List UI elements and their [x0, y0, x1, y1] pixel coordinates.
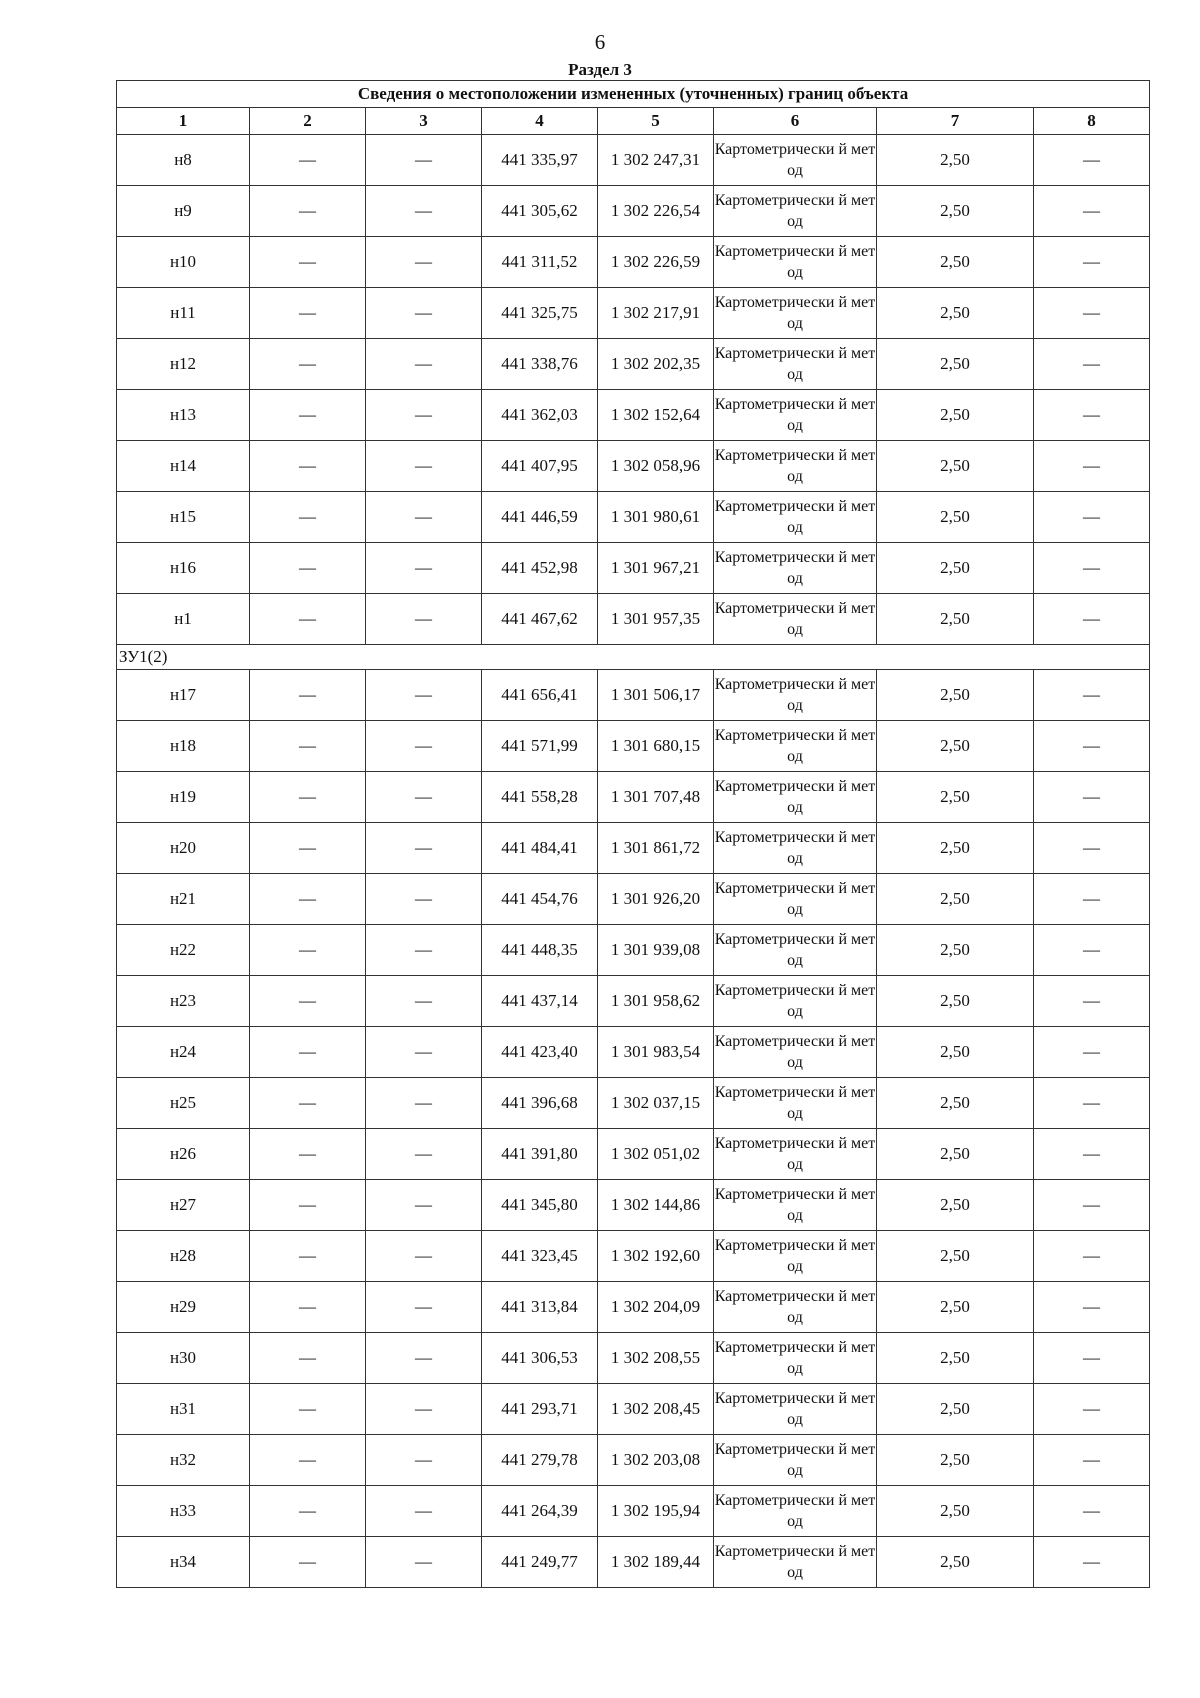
- y-coordinate-cell: 1 301 967,21: [598, 543, 714, 594]
- accuracy-cell: 2,50: [877, 1435, 1034, 1486]
- empty-dash-cell: —: [1034, 1486, 1150, 1537]
- point-cell: н25: [117, 1078, 250, 1129]
- x-coordinate-cell: 441 264,39: [482, 1486, 598, 1537]
- empty-dash-cell: —: [1034, 1333, 1150, 1384]
- y-coordinate-cell: 1 302 247,31: [598, 135, 714, 186]
- empty-dash-cell: —: [366, 135, 482, 186]
- y-coordinate-cell: 1 302 152,64: [598, 390, 714, 441]
- empty-dash-cell: —: [1034, 976, 1150, 1027]
- empty-dash-cell: —: [1034, 670, 1150, 721]
- x-coordinate-cell: 441 452,98: [482, 543, 598, 594]
- accuracy-cell: 2,50: [877, 237, 1034, 288]
- method-cell: Картометрически й метод: [714, 237, 877, 288]
- empty-dash-cell: —: [250, 670, 366, 721]
- column-number: 5: [598, 108, 714, 135]
- accuracy-cell: 2,50: [877, 670, 1034, 721]
- table-row: [117, 1027, 1150, 1078]
- table-row: [117, 288, 1150, 339]
- x-coordinate-cell: 441 446,59: [482, 492, 598, 543]
- empty-dash-cell: —: [1034, 186, 1150, 237]
- empty-dash-cell: —: [366, 823, 482, 874]
- point-cell: н1: [117, 594, 250, 645]
- group-row: [117, 645, 1150, 670]
- accuracy-cell: 2,50: [877, 594, 1034, 645]
- column-number: 7: [877, 108, 1034, 135]
- method-cell: Картометрически й метод: [714, 1537, 877, 1588]
- empty-dash-cell: —: [366, 186, 482, 237]
- x-coordinate-cell: 441 423,40: [482, 1027, 598, 1078]
- empty-dash-cell: —: [366, 1384, 482, 1435]
- empty-dash-cell: —: [250, 1537, 366, 1588]
- column-number: 1: [117, 108, 250, 135]
- empty-dash-cell: —: [1034, 772, 1150, 823]
- empty-dash-cell: —: [250, 1231, 366, 1282]
- point-cell: н21: [117, 874, 250, 925]
- point-cell: н8: [117, 135, 250, 186]
- method-cell: Картометрически й метод: [714, 1231, 877, 1282]
- method-cell: Картометрически й метод: [714, 543, 877, 594]
- empty-dash-cell: —: [250, 721, 366, 772]
- y-coordinate-cell: 1 302 204,09: [598, 1282, 714, 1333]
- accuracy-cell: 2,50: [877, 543, 1034, 594]
- empty-dash-cell: —: [1034, 1078, 1150, 1129]
- empty-dash-cell: —: [366, 390, 482, 441]
- point-cell: н26: [117, 1129, 250, 1180]
- table-row: [117, 1180, 1150, 1231]
- table-row: [117, 1231, 1150, 1282]
- y-coordinate-cell: 1 301 707,48: [598, 772, 714, 823]
- x-coordinate-cell: 441 313,84: [482, 1282, 598, 1333]
- x-coordinate-cell: 441 293,71: [482, 1384, 598, 1435]
- accuracy-cell: 2,50: [877, 925, 1034, 976]
- y-coordinate-cell: 1 302 144,86: [598, 1180, 714, 1231]
- x-coordinate-cell: 441 279,78: [482, 1435, 598, 1486]
- point-cell: н32: [117, 1435, 250, 1486]
- x-coordinate-cell: 441 362,03: [482, 390, 598, 441]
- x-coordinate-cell: 441 437,14: [482, 976, 598, 1027]
- group-label: ЗУ1(2): [117, 645, 1150, 670]
- empty-dash-cell: —: [366, 1027, 482, 1078]
- empty-dash-cell: —: [250, 1486, 366, 1537]
- point-cell: н14: [117, 441, 250, 492]
- method-cell: Картометрически й метод: [714, 186, 877, 237]
- table-row: [117, 670, 1150, 721]
- accuracy-cell: 2,50: [877, 135, 1034, 186]
- empty-dash-cell: —: [250, 976, 366, 1027]
- y-coordinate-cell: 1 302 208,45: [598, 1384, 714, 1435]
- empty-dash-cell: —: [366, 1129, 482, 1180]
- accuracy-cell: 2,50: [877, 1129, 1034, 1180]
- table-row: [117, 390, 1150, 441]
- section-title: Раздел 3: [568, 60, 632, 79]
- point-cell: н11: [117, 288, 250, 339]
- point-cell: н31: [117, 1384, 250, 1435]
- y-coordinate-cell: 1 302 203,08: [598, 1435, 714, 1486]
- table-row: [117, 1537, 1150, 1588]
- point-cell: н16: [117, 543, 250, 594]
- empty-dash-cell: —: [1034, 1129, 1150, 1180]
- empty-dash-cell: —: [1034, 1435, 1150, 1486]
- empty-dash-cell: —: [366, 594, 482, 645]
- empty-dash-cell: —: [250, 1435, 366, 1486]
- empty-dash-cell: —: [250, 1384, 366, 1435]
- empty-dash-cell: —: [1034, 721, 1150, 772]
- point-cell: н20: [117, 823, 250, 874]
- table-body-after-group: [117, 670, 1150, 1588]
- accuracy-cell: 2,50: [877, 1486, 1034, 1537]
- y-coordinate-cell: 1 302 202,35: [598, 339, 714, 390]
- point-cell: н27: [117, 1180, 250, 1231]
- point-cell: н23: [117, 976, 250, 1027]
- empty-dash-cell: —: [366, 1537, 482, 1588]
- method-cell: Картометрически й метод: [714, 1180, 877, 1231]
- table-body-before-group: [117, 135, 1150, 645]
- table-row: [117, 186, 1150, 237]
- method-cell: Картометрически й метод: [714, 1078, 877, 1129]
- method-cell: Картометрически й метод: [714, 976, 877, 1027]
- accuracy-cell: 2,50: [877, 976, 1034, 1027]
- point-cell: н15: [117, 492, 250, 543]
- accuracy-cell: 2,50: [877, 874, 1034, 925]
- empty-dash-cell: —: [250, 237, 366, 288]
- column-number: 3: [366, 108, 482, 135]
- empty-dash-cell: —: [250, 1333, 366, 1384]
- x-coordinate-cell: 441 335,97: [482, 135, 598, 186]
- y-coordinate-cell: 1 301 926,20: [598, 874, 714, 925]
- y-coordinate-cell: 1 302 037,15: [598, 1078, 714, 1129]
- x-coordinate-cell: 441 448,35: [482, 925, 598, 976]
- accuracy-cell: 2,50: [877, 441, 1034, 492]
- empty-dash-cell: —: [1034, 594, 1150, 645]
- point-cell: н33: [117, 1486, 250, 1537]
- y-coordinate-cell: 1 302 051,02: [598, 1129, 714, 1180]
- empty-dash-cell: —: [366, 1486, 482, 1537]
- empty-dash-cell: —: [1034, 492, 1150, 543]
- page-number: 6: [594, 30, 606, 54]
- y-coordinate-cell: 1 301 861,72: [598, 823, 714, 874]
- empty-dash-cell: —: [366, 543, 482, 594]
- empty-dash-cell: —: [366, 670, 482, 721]
- empty-dash-cell: —: [366, 1180, 482, 1231]
- empty-dash-cell: —: [1034, 1231, 1150, 1282]
- accuracy-cell: 2,50: [877, 823, 1034, 874]
- point-cell: н29: [117, 1282, 250, 1333]
- accuracy-cell: 2,50: [877, 1384, 1034, 1435]
- accuracy-cell: 2,50: [877, 339, 1034, 390]
- empty-dash-cell: —: [366, 492, 482, 543]
- x-coordinate-cell: 441 305,62: [482, 186, 598, 237]
- method-cell: Картометрически й метод: [714, 1027, 877, 1078]
- point-cell: н10: [117, 237, 250, 288]
- empty-dash-cell: —: [366, 1231, 482, 1282]
- empty-dash-cell: —: [1034, 874, 1150, 925]
- empty-dash-cell: —: [366, 339, 482, 390]
- method-cell: Картометрически й метод: [714, 390, 877, 441]
- y-coordinate-cell: 1 301 980,61: [598, 492, 714, 543]
- table-row: [117, 823, 1150, 874]
- table-row: [117, 1129, 1150, 1180]
- point-cell: н22: [117, 925, 250, 976]
- x-coordinate-cell: 441 467,62: [482, 594, 598, 645]
- table-row: [117, 543, 1150, 594]
- column-number: 2: [250, 108, 366, 135]
- y-coordinate-cell: 1 301 958,62: [598, 976, 714, 1027]
- accuracy-cell: 2,50: [877, 288, 1034, 339]
- table-caption-row: [117, 81, 1150, 108]
- table-row: [117, 925, 1150, 976]
- y-coordinate-cell: 1 301 939,08: [598, 925, 714, 976]
- x-coordinate-cell: 441 325,75: [482, 288, 598, 339]
- empty-dash-cell: —: [250, 594, 366, 645]
- method-cell: Картометрически й метод: [714, 339, 877, 390]
- empty-dash-cell: —: [366, 874, 482, 925]
- accuracy-cell: 2,50: [877, 1180, 1034, 1231]
- empty-dash-cell: —: [1034, 339, 1150, 390]
- empty-dash-cell: —: [250, 1027, 366, 1078]
- empty-dash-cell: —: [1034, 288, 1150, 339]
- empty-dash-cell: —: [1034, 1180, 1150, 1231]
- accuracy-cell: 2,50: [877, 390, 1034, 441]
- accuracy-cell: 2,50: [877, 721, 1034, 772]
- x-coordinate-cell: 441 571,99: [482, 721, 598, 772]
- empty-dash-cell: —: [250, 543, 366, 594]
- method-cell: Картометрически й метод: [714, 288, 877, 339]
- table-caption: Сведения о местоположении измененных (уточненных) границ объекта: [117, 81, 1150, 108]
- y-coordinate-cell: 1 302 195,94: [598, 1486, 714, 1537]
- point-cell: н13: [117, 390, 250, 441]
- method-cell: Картометрически й метод: [714, 670, 877, 721]
- point-cell: н17: [117, 670, 250, 721]
- empty-dash-cell: —: [250, 492, 366, 543]
- empty-dash-cell: —: [366, 288, 482, 339]
- point-cell: н28: [117, 1231, 250, 1282]
- accuracy-cell: 2,50: [877, 1282, 1034, 1333]
- column-number: 4: [482, 108, 598, 135]
- method-cell: Картометрически й метод: [714, 1333, 877, 1384]
- y-coordinate-cell: 1 302 226,54: [598, 186, 714, 237]
- accuracy-cell: 2,50: [877, 492, 1034, 543]
- table-row: [117, 1486, 1150, 1537]
- y-coordinate-cell: 1 302 217,91: [598, 288, 714, 339]
- empty-dash-cell: —: [366, 1435, 482, 1486]
- x-coordinate-cell: 441 407,95: [482, 441, 598, 492]
- table-row: [117, 492, 1150, 543]
- point-cell: н19: [117, 772, 250, 823]
- empty-dash-cell: —: [366, 1282, 482, 1333]
- point-cell: н24: [117, 1027, 250, 1078]
- table-row: [117, 441, 1150, 492]
- table-row: [117, 1435, 1150, 1486]
- method-cell: Картометрически й метод: [714, 1384, 877, 1435]
- method-cell: Картометрически й метод: [714, 874, 877, 925]
- column-number-row: [117, 108, 1150, 135]
- point-cell: н12: [117, 339, 250, 390]
- method-cell: Картометрически й метод: [714, 721, 877, 772]
- empty-dash-cell: —: [366, 976, 482, 1027]
- method-cell: Картометрически й метод: [714, 925, 877, 976]
- method-cell: Картометрически й метод: [714, 441, 877, 492]
- table-row: [117, 1333, 1150, 1384]
- accuracy-cell: 2,50: [877, 1231, 1034, 1282]
- point-cell: н34: [117, 1537, 250, 1588]
- point-cell: н18: [117, 721, 250, 772]
- accuracy-cell: 2,50: [877, 772, 1034, 823]
- empty-dash-cell: —: [250, 135, 366, 186]
- empty-dash-cell: —: [1034, 441, 1150, 492]
- empty-dash-cell: —: [250, 186, 366, 237]
- table-row: [117, 874, 1150, 925]
- accuracy-cell: 2,50: [877, 1078, 1034, 1129]
- empty-dash-cell: —: [1034, 1282, 1150, 1333]
- x-coordinate-cell: 441 454,76: [482, 874, 598, 925]
- empty-dash-cell: —: [366, 925, 482, 976]
- empty-dash-cell: —: [366, 1078, 482, 1129]
- empty-dash-cell: —: [250, 1078, 366, 1129]
- empty-dash-cell: —: [1034, 925, 1150, 976]
- accuracy-cell: 2,50: [877, 186, 1034, 237]
- empty-dash-cell: —: [1034, 135, 1150, 186]
- accuracy-cell: 2,50: [877, 1537, 1034, 1588]
- table-row: [117, 135, 1150, 186]
- empty-dash-cell: —: [366, 721, 482, 772]
- x-coordinate-cell: 441 396,68: [482, 1078, 598, 1129]
- x-coordinate-cell: 441 323,45: [482, 1231, 598, 1282]
- empty-dash-cell: —: [1034, 823, 1150, 874]
- empty-dash-cell: —: [1034, 1537, 1150, 1588]
- y-coordinate-cell: 1 302 058,96: [598, 441, 714, 492]
- group-section: [117, 645, 1150, 670]
- x-coordinate-cell: 441 306,53: [482, 1333, 598, 1384]
- y-coordinate-cell: 1 301 680,15: [598, 721, 714, 772]
- method-cell: Картометрически й метод: [714, 1129, 877, 1180]
- x-coordinate-cell: 441 484,41: [482, 823, 598, 874]
- table-row: [117, 1282, 1150, 1333]
- empty-dash-cell: —: [250, 441, 366, 492]
- empty-dash-cell: —: [250, 874, 366, 925]
- table-row: [117, 1384, 1150, 1435]
- method-cell: Картометрически й метод: [714, 594, 877, 645]
- table-row: [117, 237, 1150, 288]
- column-number: 8: [1034, 108, 1150, 135]
- x-coordinate-cell: 441 391,80: [482, 1129, 598, 1180]
- empty-dash-cell: —: [1034, 1027, 1150, 1078]
- method-cell: Картометрически й метод: [714, 772, 877, 823]
- table-row: [117, 594, 1150, 645]
- accuracy-cell: 2,50: [877, 1027, 1034, 1078]
- empty-dash-cell: —: [250, 288, 366, 339]
- x-coordinate-cell: 441 311,52: [482, 237, 598, 288]
- method-cell: Картометрически й метод: [714, 1435, 877, 1486]
- empty-dash-cell: —: [250, 772, 366, 823]
- x-coordinate-cell: 441 249,77: [482, 1537, 598, 1588]
- table-row: [117, 339, 1150, 390]
- empty-dash-cell: —: [1034, 1384, 1150, 1435]
- y-coordinate-cell: 1 301 506,17: [598, 670, 714, 721]
- empty-dash-cell: —: [250, 823, 366, 874]
- empty-dash-cell: —: [250, 1180, 366, 1231]
- empty-dash-cell: —: [250, 1282, 366, 1333]
- empty-dash-cell: —: [366, 237, 482, 288]
- x-coordinate-cell: 441 338,76: [482, 339, 598, 390]
- table-row: [117, 1078, 1150, 1129]
- x-coordinate-cell: 441 656,41: [482, 670, 598, 721]
- method-cell: Картометрически й метод: [714, 135, 877, 186]
- empty-dash-cell: —: [250, 925, 366, 976]
- empty-dash-cell: —: [1034, 543, 1150, 594]
- y-coordinate-cell: 1 302 189,44: [598, 1537, 714, 1588]
- x-coordinate-cell: 441 345,80: [482, 1180, 598, 1231]
- empty-dash-cell: —: [366, 772, 482, 823]
- y-coordinate-cell: 1 301 983,54: [598, 1027, 714, 1078]
- method-cell: Картометрически й метод: [714, 1486, 877, 1537]
- empty-dash-cell: —: [366, 441, 482, 492]
- empty-dash-cell: —: [250, 1129, 366, 1180]
- point-cell: н9: [117, 186, 250, 237]
- column-number: 6: [714, 108, 877, 135]
- empty-dash-cell: —: [1034, 390, 1150, 441]
- y-coordinate-cell: 1 302 208,55: [598, 1333, 714, 1384]
- y-coordinate-cell: 1 302 192,60: [598, 1231, 714, 1282]
- empty-dash-cell: —: [250, 339, 366, 390]
- boundary-coordinates-table: [116, 80, 1150, 1588]
- empty-dash-cell: —: [250, 390, 366, 441]
- y-coordinate-cell: 1 302 226,59: [598, 237, 714, 288]
- x-coordinate-cell: 441 558,28: [482, 772, 598, 823]
- table-row: [117, 976, 1150, 1027]
- point-cell: н30: [117, 1333, 250, 1384]
- y-coordinate-cell: 1 301 957,35: [598, 594, 714, 645]
- table-row: [117, 721, 1150, 772]
- empty-dash-cell: —: [366, 1333, 482, 1384]
- method-cell: Картометрически й метод: [714, 1282, 877, 1333]
- accuracy-cell: 2,50: [877, 1333, 1034, 1384]
- empty-dash-cell: —: [1034, 237, 1150, 288]
- method-cell: Картометрически й метод: [714, 492, 877, 543]
- method-cell: Картометрически й метод: [714, 823, 877, 874]
- table-row: [117, 772, 1150, 823]
